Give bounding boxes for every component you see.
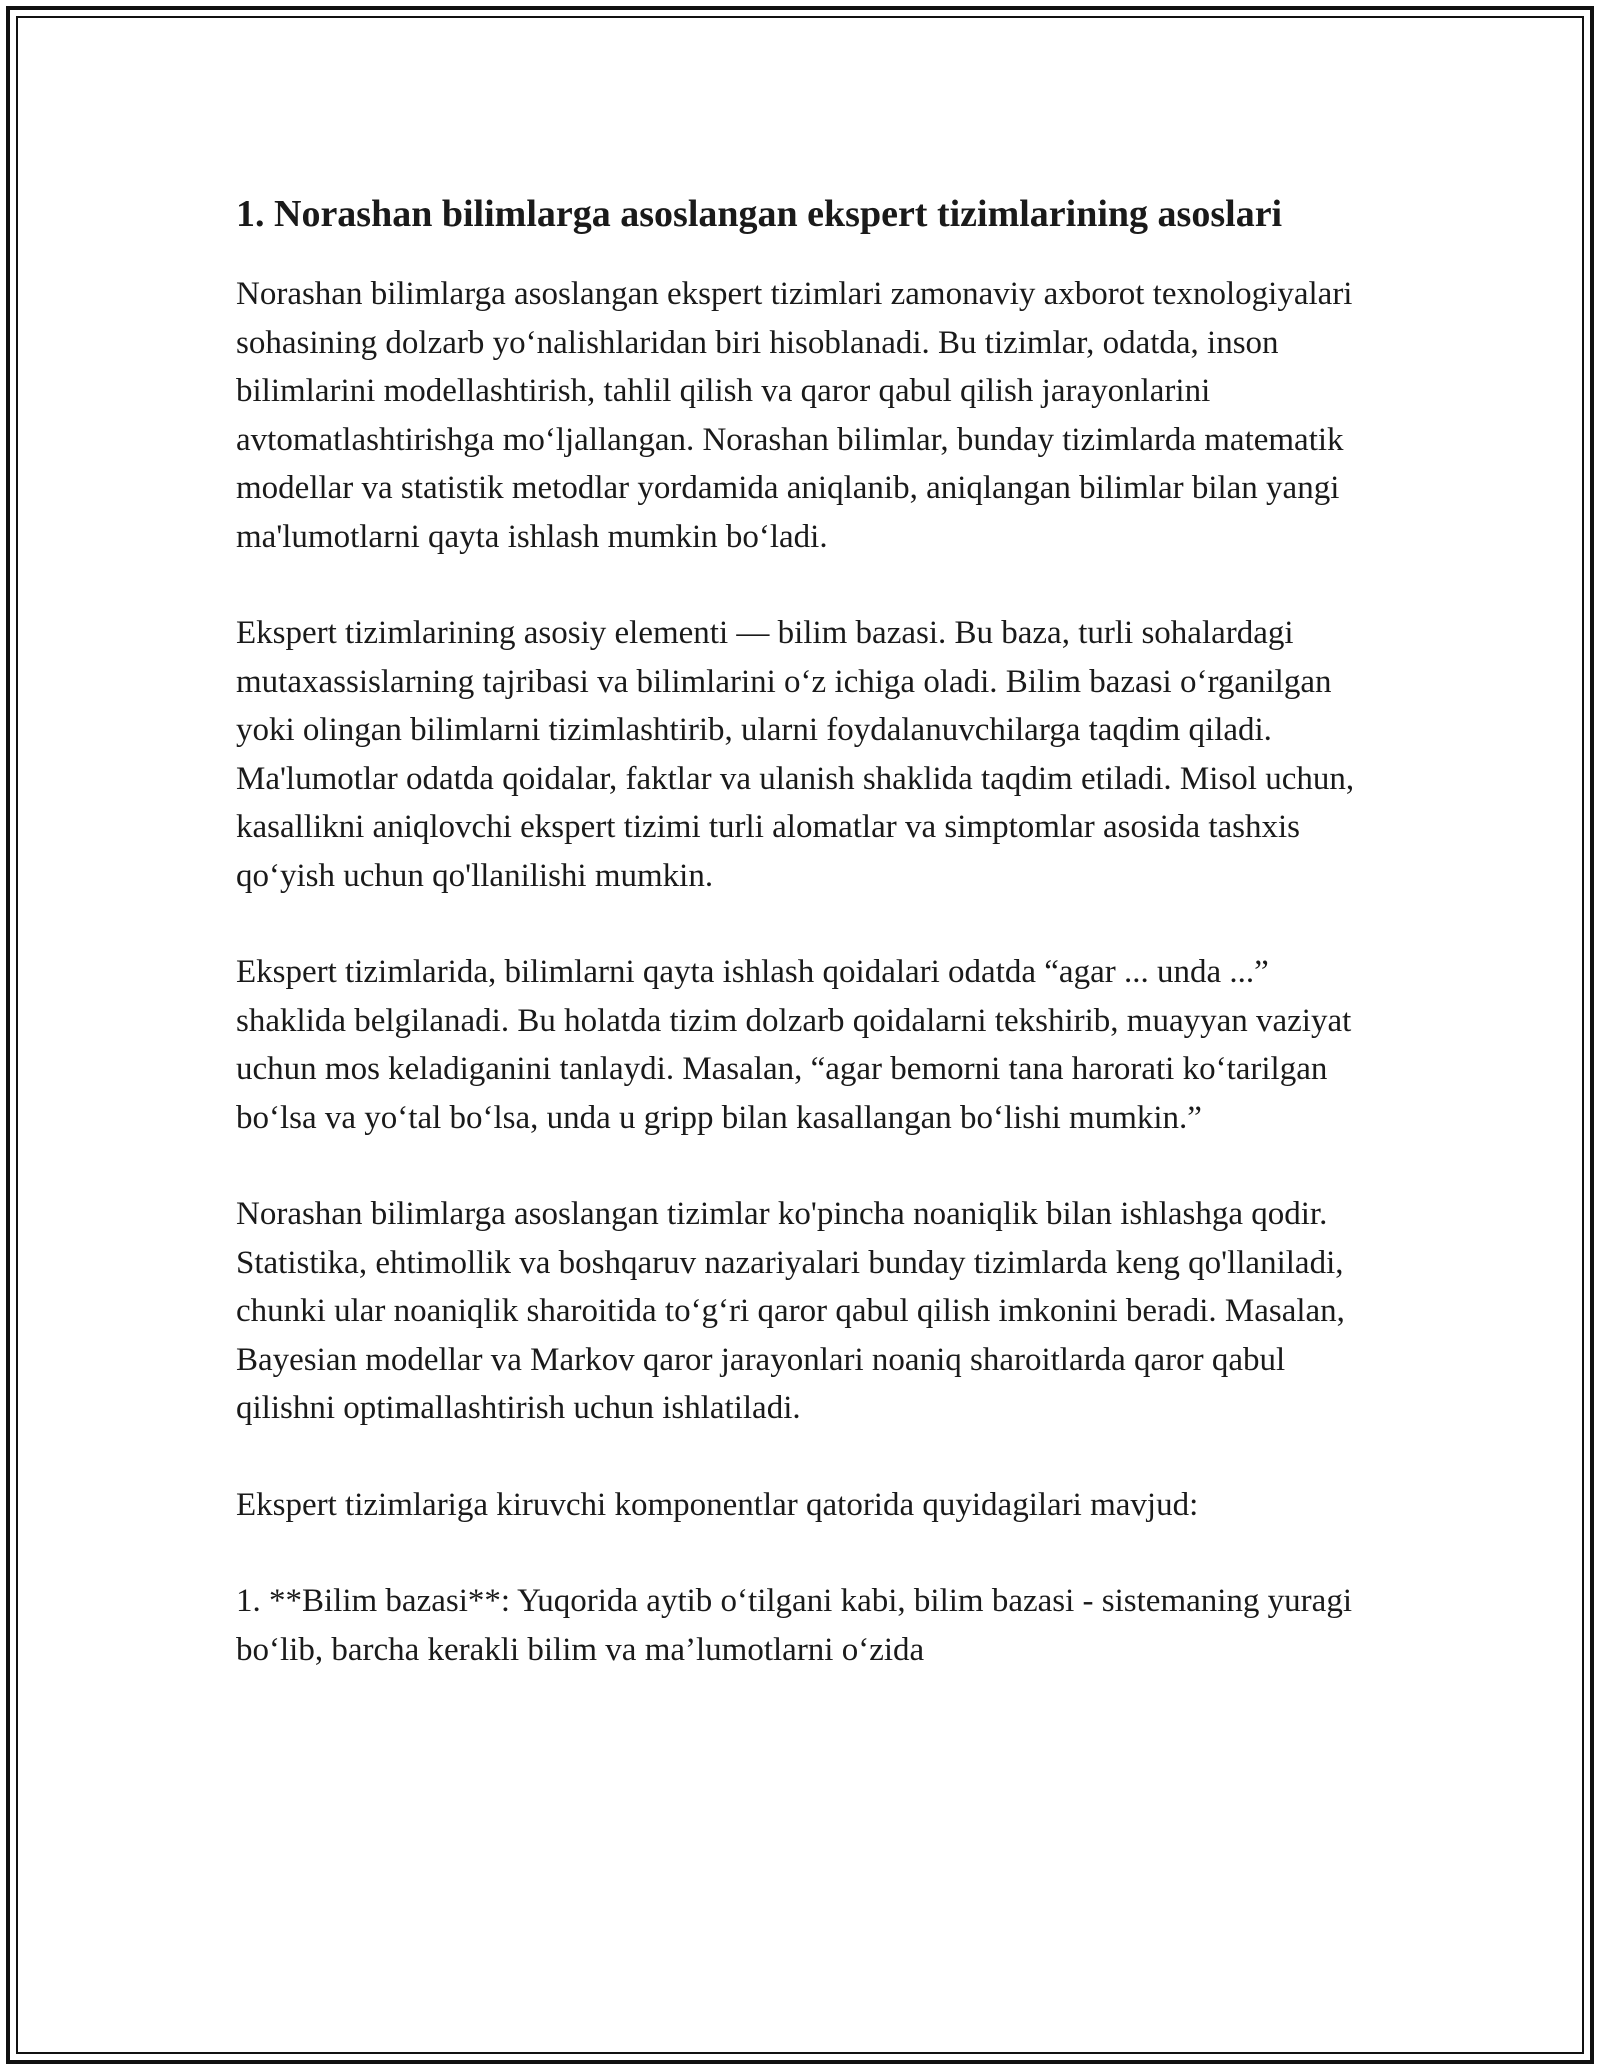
paragraph-rules: Ekspert tizimlarida, bilimlarni qayta ishlash qoidalari odatda “agar ... unda ...” shaklida belgilanadi. Bu holatda tizim dolzarb qoidalarni tekshirib, muayyan vaziyat uchun mos keladiganini tanlaydi. Masalan, “agar bemorni tana harorati ko‘tarilgan bo‘lsa va yo‘tal bo‘lsa, unda u gripp bilan kasallangan bo‘lishi mumkin.”	[236, 954, 1352, 1136]
paragraph-components-intro: Ekspert tizimlariga kiruvchi komponentlar qatorida quyidagilari mavjud:	[236, 1486, 1199, 1523]
paragraph-intro: Norashan bilimlarga asoslangan ekspert tizimlari zamonaviy axborot texnologiyalari sohasining dolzarb yo‘nalishlaridan biri hisoblanadi. Bu tizimlar, odatda, inson bilimlarini modellashtirish, tahlil qilish va qaror qabul qilish jarayonlarini avtomatlashtirishga mo‘ljallangan. Norashan bilimlar, bunday tizimlarda matematik modellar va statistik metodlar yordamida aniqlanib, aniqlangan bilimlar bilan yangi ma'lumotlarni qayta ishlash mumkin bo‘ladi.	[236, 276, 1353, 555]
paragraph-knowledge-base: Ekspert tizimlarining asosiy elementi — bilim bazasi. Bu baza, turli sohalardagi mutaxassislarning tajribasi va bilimlarini o‘z ichiga oladi. Bilim bazasi o‘rganilgan yoki olingan bilimlarni tizimlashtirib, ularni foydalanuvchilarga taqdim qiladi. Ma'lumotlar odatda qoidalar, faktlar va ulanish shaklida taqdim etiladi. Misol uchun, kasallikni aniqlovchi ekspert tizimi turli alomatlar va simptomlar asosida tashxis qo‘yish uchun qo'llanilishi mumkin.	[236, 615, 1355, 894]
document-body	[236, 186, 1366, 1722]
paragraph-uncertainty: Norashan bilimlarga asoslangan tizimlar ko'pincha noaniqlik bilan ishlashga qodir. Statistika, ehtimollik va boshqaruv nazariyalari bunday tizimlarda keng qo'llaniladi, chunki ular noaniqlik sharoitida to‘g‘ri qaror qabul qilish imkonini beradi. Masalan, Bayesian modellar va Markov qaror jarayonlari noaniq sharoitlarda qaror qabul qilishni optimallashtirish uchun ishlatiladi.	[236, 1196, 1345, 1426]
list-item-knowledge-base: 1. **Bilim bazasi**: Yuqorida aytib o‘tilgani kabi, bilim bazasi - sistemaning yuragi bo‘lib, barcha kerakli bilim va ma’lumotlarni o‘zida	[236, 1583, 1352, 1668]
document-heading: 1. Norashan bilimlarga asoslangan ekspert tizimlarining asoslari	[236, 193, 1283, 235]
